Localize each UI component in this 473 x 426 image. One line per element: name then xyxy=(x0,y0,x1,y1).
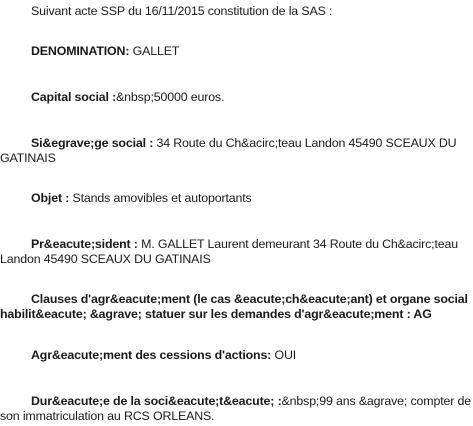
capital-value: &nbsp;50000 euros. xyxy=(116,90,225,104)
clauses-label-continued: habilit&eacute; &agrave; statuer sur les demandes d'agr&eacute;ment : xyxy=(0,307,411,321)
objet-value: Stands amovibles et autoportants xyxy=(69,191,252,205)
duree-value-continued: son immatriculation au RCS ORLEANS. xyxy=(0,409,215,423)
duree-label: Dur&eacute;e de la soci&eacute;t&eacute; : xyxy=(31,394,282,408)
siege-value-continued: GATINAIS xyxy=(0,151,56,165)
clauses-line xyxy=(31,292,473,307)
president-label: Pr&eacute;sident : xyxy=(31,237,138,251)
objet-label: Objet : xyxy=(31,191,70,205)
denomination-value: GALLET xyxy=(129,44,180,58)
intro-text xyxy=(31,4,473,19)
siege-line-2 xyxy=(0,151,473,166)
clauses-line-2 xyxy=(0,307,473,322)
denomination-label: DENOMINATION: xyxy=(31,44,130,58)
president-line-2 xyxy=(0,252,473,267)
president-line xyxy=(31,237,473,252)
objet-line xyxy=(31,191,473,206)
capital-line xyxy=(31,90,473,105)
president-value-continued: Landon 45490 SCEAUX DU GATINAIS xyxy=(0,252,211,266)
duree-line-2 xyxy=(0,409,473,424)
siege-label: Si&egrave;ge social : xyxy=(31,136,154,150)
cessions-label: Agr&eacute;ment des cessions d'actions: xyxy=(31,348,272,362)
clauses-value: AG xyxy=(410,307,432,321)
siege-value: 34 Route du Ch&acirc;teau Landon 45490 SCEAUX DU xyxy=(153,136,457,150)
duree-value: &nbsp;99 ans &agrave; compter de xyxy=(281,394,471,408)
duree-line xyxy=(31,394,473,409)
siege-line xyxy=(31,136,473,151)
president-value: M. GALLET Laurent demeurant 34 Route du Ch&acirc;teau xyxy=(137,237,458,251)
cessions-line xyxy=(31,348,473,363)
capital-label: Capital social : xyxy=(31,90,117,104)
denomination-line xyxy=(31,44,473,59)
intro-text-value: Suivant acte SSP du 16/11/2015 constitution de la SAS : xyxy=(31,4,333,18)
clauses-label: Clauses d'agr&eacute;ment (le cas &eacute;ch&eacute;ant) et organe social xyxy=(31,292,468,306)
cessions-value: OUI xyxy=(271,348,297,362)
